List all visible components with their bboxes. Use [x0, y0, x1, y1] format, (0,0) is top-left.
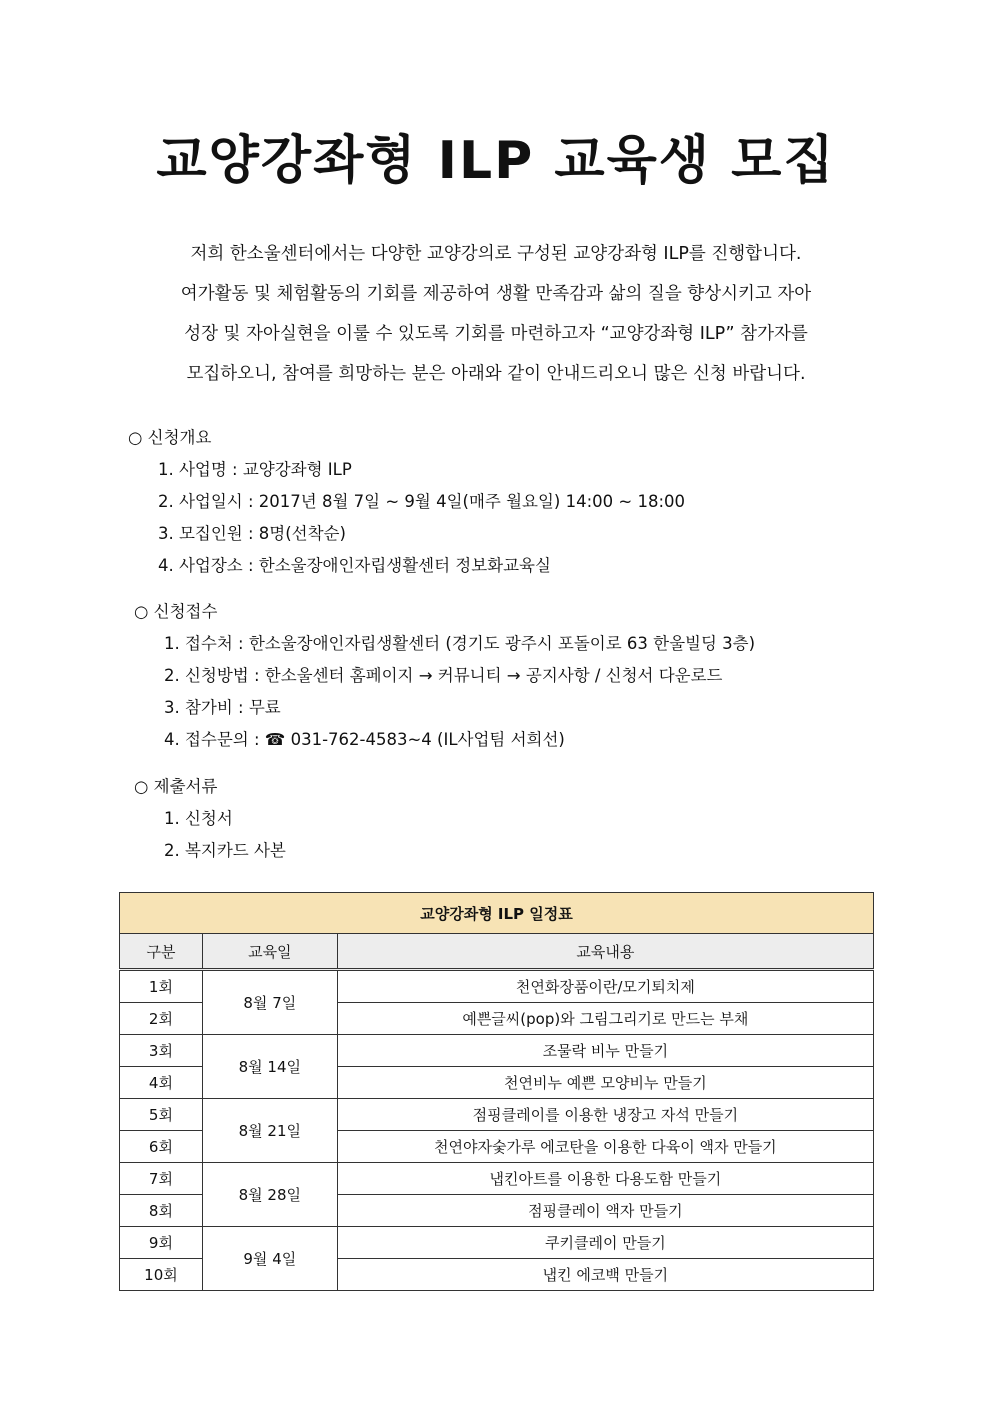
list-item: 3. 참가비 : 무료 — [164, 698, 281, 717]
session-cell: 1회 — [120, 970, 203, 1003]
intro-line: 여가활동 및 체험활동의 기회를 제공하여 생활 만족감과 삶의 질을 향상시키고 자아 — [180, 284, 812, 304]
section-heading: ○ 신청접수 — [134, 602, 218, 621]
content-cell: 점핑클레이를 이용한 냉장고 자석 만들기 — [337, 1099, 873, 1131]
table-row — [120, 1163, 874, 1195]
table-caption: 교양강좌형 ILP 일정표 — [120, 893, 874, 934]
content-cell: 예쁜글씨(pop)와 그림그리기로 만드는 부채 — [337, 1003, 873, 1035]
session-cell: 3회 — [120, 1035, 203, 1067]
section-documents — [134, 771, 286, 867]
section-heading: ○ 신청개요 — [128, 428, 212, 447]
list-item: 1. 신청서 — [164, 809, 233, 828]
list-item: 2. 신청방법 : 한소울센터 홈페이지 → 커뮤니티 → 공지사항 / 신청서 다운로드 — [164, 666, 723, 685]
session-cell: 8회 — [120, 1195, 203, 1227]
list-item: 4. 접수문의 : ☎ 031-762-4583~4 (IL사업팀 서희선) — [164, 730, 565, 749]
date-cell: 8월 7일 — [202, 970, 337, 1035]
list-item: 1. 접수처 : 한소울장애인자립생활센터 (경기도 광주시 포돌이로 63 한울빌딩 3층) — [164, 634, 756, 653]
list-item: 2. 사업일시 : 2017년 8월 7일 ~ 9월 4일(매주 월요일) 14:00 ~ 18:00 — [158, 492, 685, 511]
table-row — [120, 970, 874, 1003]
intro-line: 저희 한소울센터에서는 다양한 교양강의로 구성된 교양강좌형 ILP를 진행합니다. — [190, 244, 802, 264]
date-cell: 8월 28일 — [202, 1163, 337, 1227]
date-cell: 8월 21일 — [202, 1099, 337, 1163]
column-header-session: 구분 — [120, 934, 203, 970]
intro-paragraph — [105, 234, 887, 394]
section-overview — [128, 422, 685, 582]
session-cell: 5회 — [120, 1099, 203, 1131]
column-header-date: 교육일 — [202, 934, 337, 970]
intro-line: 모집하오니, 참여를 희망하는 분은 아래와 같이 안내드리오니 많은 신청 바랍니다. — [186, 364, 806, 384]
content-cell: 냅킨 에코백 만들기 — [337, 1259, 873, 1291]
session-cell: 2회 — [120, 1003, 203, 1035]
intro-line: 성장 및 자아실현을 이룰 수 있도록 기회를 마련하고자 “교양강좌형 ILP” 참가자를 — [184, 324, 808, 344]
list-item: 3. 모집인원 : 8명(선착순) — [158, 524, 346, 543]
list-item: 4. 사업장소 : 한소울장애인자립생활센터 정보화교육실 — [158, 556, 551, 575]
session-cell: 7회 — [120, 1163, 203, 1195]
table-row — [120, 1099, 874, 1131]
session-cell: 10회 — [120, 1259, 203, 1291]
list-item: 2. 복지카드 사본 — [164, 841, 286, 860]
content-cell: 쿠키클레이 만들기 — [337, 1227, 873, 1259]
content-cell: 조물락 비누 만들기 — [337, 1035, 873, 1067]
section-application — [134, 596, 755, 756]
content-cell: 점핑클레이 액자 만들기 — [337, 1195, 873, 1227]
table-row — [120, 1035, 874, 1067]
content-cell: 천연화장품이란/모기퇴치제 — [337, 970, 873, 1003]
schedule-table — [119, 892, 874, 1291]
content-cell: 천연야자숯가루 에코탄을 이용한 다육이 액자 만들기 — [337, 1131, 873, 1163]
column-header-content: 교육내용 — [337, 934, 873, 970]
table-row — [120, 1227, 874, 1259]
date-cell: 8월 14일 — [202, 1035, 337, 1099]
session-cell: 9회 — [120, 1227, 203, 1259]
section-heading: ○ 제출서류 — [134, 777, 218, 796]
date-cell: 9월 4일 — [202, 1227, 337, 1291]
content-cell: 냅킨아트를 이용한 다용도함 만들기 — [337, 1163, 873, 1195]
session-cell: 6회 — [120, 1131, 203, 1163]
page-title: 교양강좌형 ILP 교육생 모집 — [156, 131, 836, 191]
content-cell: 천연비누 예쁜 모양비누 만들기 — [337, 1067, 873, 1099]
session-cell: 4회 — [120, 1067, 203, 1099]
list-item: 1. 사업명 : 교양강좌형 ILP — [158, 460, 352, 479]
